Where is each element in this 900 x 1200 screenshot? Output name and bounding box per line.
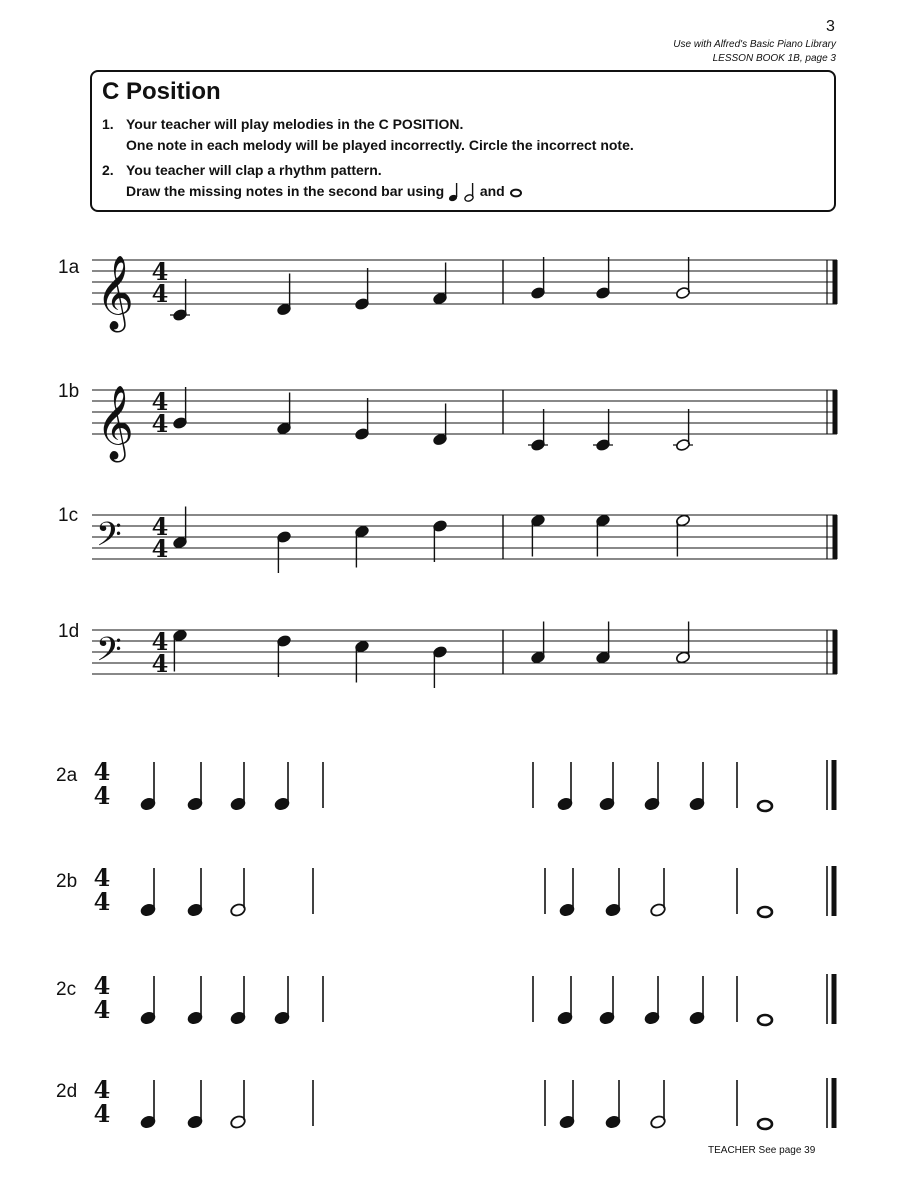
note (172, 507, 187, 550)
header-note-line1: Use with Alfred's Basic Piano Library (673, 39, 836, 50)
staff-lines (92, 630, 837, 674)
note (530, 514, 545, 557)
rhythm-note (599, 762, 616, 811)
time-signature-numerator: 4 (93, 863, 111, 892)
rhythm-note (140, 762, 157, 811)
note (276, 530, 291, 573)
melody-1d-staff (0, 570, 900, 710)
rhythm-note (689, 976, 706, 1025)
rhythm-2d-row (0, 1058, 900, 1148)
rhythm-note (644, 976, 661, 1025)
rhythm-note (559, 1080, 576, 1129)
rhythm-note (605, 1080, 622, 1129)
note (595, 622, 610, 665)
rhythm-note (187, 762, 204, 811)
instruction-1-line2: One note in each melody will be played incorrectly. Circle the incorrect note. (126, 137, 634, 153)
instruction-1-number: 1. (102, 116, 114, 132)
note (170, 279, 190, 322)
treble-clef-icon: 𝄞 (96, 256, 134, 330)
header-note-line2: LESSON BOOK 1B, page 3 (712, 53, 836, 64)
rhythm-note (187, 1080, 204, 1129)
rhythm-2b-label: 2b (56, 871, 78, 892)
time-signature-numerator: 4 (151, 627, 169, 656)
instructions-title: C Position (102, 78, 221, 105)
instruction-2-prefix: Draw the missing notes in the second bar using (126, 183, 445, 199)
instructions-box (90, 70, 836, 212)
time-signature-numerator: 4 (93, 1075, 111, 1104)
instruction-2-and: and (479, 183, 505, 199)
time-signature-denominator: 4 (93, 995, 111, 1024)
instruction-2-number: 2. (102, 162, 114, 178)
note (530, 622, 545, 665)
note (528, 409, 548, 452)
page-number: 3 (826, 18, 835, 35)
rhythm-note (230, 1080, 247, 1129)
rhythm-note (758, 907, 772, 917)
rhythm-note (230, 762, 247, 811)
time-signature-numerator: 4 (151, 257, 169, 286)
note (432, 645, 447, 688)
note (276, 393, 291, 436)
footer-note: TEACHER See page 39 (708, 1145, 816, 1156)
note (593, 409, 613, 452)
note (432, 263, 447, 306)
rhythm-note (140, 976, 157, 1025)
rhythm-2c-label: 2c (56, 979, 77, 1000)
whole-note-head (758, 1119, 772, 1129)
rhythm-note (187, 976, 204, 1025)
note (276, 274, 291, 317)
rhythm-note (230, 868, 247, 917)
melody-1a-label: 1a (58, 257, 80, 278)
note (595, 514, 610, 557)
whole-note-head (758, 907, 772, 917)
note (354, 640, 369, 683)
rhythm-2d-label: 2d (56, 1081, 78, 1102)
staff-lines (92, 515, 837, 559)
bass-clef-icon: 𝄢 (96, 516, 122, 562)
melody-1b-staff (0, 330, 900, 470)
time-signature-denominator: 4 (151, 649, 169, 678)
rhythm-note (689, 762, 706, 811)
rhythm-2a-label: 2a (56, 765, 78, 786)
time-signature-denominator: 4 (151, 534, 169, 563)
melody-1b-label: 1b (58, 381, 80, 402)
rhythm-2a-row (0, 740, 900, 830)
melody-1d-label: 1d (58, 621, 80, 642)
note (354, 525, 369, 568)
note (530, 257, 545, 300)
note (432, 404, 447, 447)
time-signature-numerator: 4 (93, 971, 111, 1000)
time-signature-denominator: 4 (93, 887, 111, 916)
rhythm-note (758, 1015, 772, 1025)
note (673, 409, 693, 452)
instruction-2-line1: You teacher will clap a rhythm pattern. (126, 162, 382, 178)
time-signature-denominator: 4 (151, 409, 169, 438)
treble-clef-icon: 𝄞 (96, 386, 134, 460)
rhythm-note (758, 801, 772, 811)
rhythm-note (230, 976, 247, 1025)
whole-note-head (758, 1015, 772, 1025)
rhythm-note (140, 1080, 157, 1129)
note (276, 634, 291, 677)
rhythm-note (140, 868, 157, 917)
rhythm-note (758, 1119, 772, 1129)
rhythm-note (644, 762, 661, 811)
whole-note-head (758, 801, 772, 811)
melody-1c-label: 1c (58, 505, 79, 526)
time-signature-denominator: 4 (93, 1099, 111, 1128)
time-signature-denominator: 4 (151, 279, 169, 308)
note (172, 629, 187, 672)
note (675, 514, 690, 557)
melody-1a-staff (0, 200, 900, 340)
note (675, 622, 690, 665)
rhythm-note (599, 976, 616, 1025)
time-signature-denominator: 4 (93, 781, 111, 810)
header-note (673, 38, 836, 66)
note (432, 519, 447, 562)
time-signature-numerator: 4 (93, 757, 111, 786)
rhythm-2c-row (0, 954, 900, 1044)
staff-lines (92, 390, 837, 434)
rhythm-note (559, 868, 576, 917)
rhythm-note (274, 976, 291, 1025)
note (172, 387, 187, 430)
time-signature-numerator: 4 (151, 512, 169, 541)
note (354, 398, 369, 441)
note (354, 268, 369, 311)
staff-lines (92, 260, 837, 304)
time-signature-numerator: 4 (151, 387, 169, 416)
rhythm-note (605, 868, 622, 917)
note (675, 257, 690, 300)
instruction-2 (102, 160, 824, 203)
whole-note-icon (509, 186, 523, 198)
rhythm-2b-row (0, 846, 900, 936)
instruction-1-line1: Your teacher will play melodies in the C POSITION. (126, 116, 464, 132)
rhythm-note (650, 1080, 667, 1129)
rhythm-note (274, 762, 291, 811)
instruction-1 (102, 114, 824, 156)
rhythm-note (650, 868, 667, 917)
note (595, 257, 610, 300)
bass-clef-icon: 𝄢 (96, 631, 122, 677)
rhythm-note (187, 868, 204, 917)
rhythm-note (557, 976, 574, 1025)
rhythm-note (557, 762, 574, 811)
